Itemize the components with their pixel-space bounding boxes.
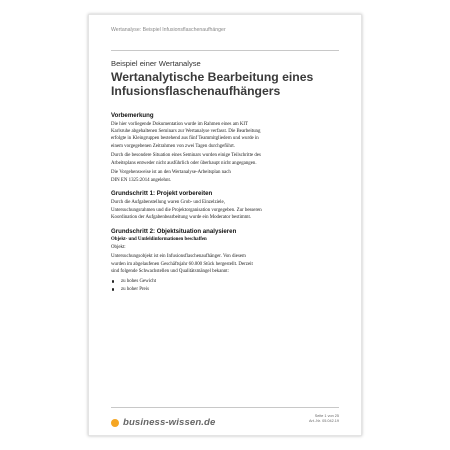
document-overline: Beispiel einer Wertanalyse [111,59,201,68]
text-line: wurden im abgelaufenen Geschäftsjahr 60.000 Stück hergestellt. Derzeit [111,261,253,267]
bullet-icon [112,288,114,290]
text-line: Karlsruhe abgehaltenen Seminars zur Wertanalyse verfasst. Die Bearbeitung [111,129,261,135]
section-grundschritt-1 [111,190,343,221]
title-line-2: Infusionsflaschenaufhängers [111,83,281,98]
section-heading: Grundschritt 2: Objektsituation analysieren [111,227,237,235]
list-item [111,278,343,286]
bullet-icon [112,280,114,282]
text-line: erfolgte in Kleingruppen bestehend aus fünf Teammitgliedern und wurde in [111,136,259,142]
list-item-text: zu hoher Preis [121,286,149,292]
brand-dot-icon [111,419,119,427]
text-line: Durch die besondere Situation eines Seminars wurden einige Teilschritte des [111,153,261,159]
text-line: sind folgende Schwachstellen und Qualitätsmängel bekannt: [111,268,230,274]
section-heading: Grundschritt 1: Projekt vorbereiten [111,190,213,198]
article-number: Art.-Nr. 05.042.19 [309,419,339,424]
paragraph [111,253,343,275]
text-line: Die hier vorliegende Dokumentation wurde im Rahmen eines am KIT [111,122,249,127]
bullet-list [111,278,343,294]
text-line: Arbeitsplans entweder nicht ausführlich oder überhaupt nicht angegangen. [111,160,257,166]
text-line: einem vorgegebenen Zeitrahmen von zwei Tagen durchgeführt. [111,143,236,149]
subsection-heading: Objekt- und Umfeldinformationen beschaffen [111,236,207,242]
section-heading: Vorbemerkung [111,112,154,119]
page-number: Seite 1 von 25 [314,414,339,418]
text-line: Untersuchungsobjekt ist ein Infusionsflaschenaufhänger. Von diesem [111,254,246,260]
brand-logo [111,417,215,428]
paragraph [111,121,343,150]
object-label: Objekt: [111,244,126,250]
text-line: Die Vorgehensweise ist an den Wertanalyse-Arbeitsplan nach [111,170,231,176]
text-line: DIN EN 1325:2014 angelehnt. [111,177,172,183]
brand-name: business-wissen.de [123,417,216,428]
page-info [309,414,339,425]
running-header: Wertanalyse: Beispiel Infusionsflaschenaufhänger [111,27,226,33]
paragraph [111,152,343,166]
section-grundschritt-2 [111,228,343,294]
text-line: Untersuchungsrahmen und die Projektorganisation vorgegeben. Zur besseren [111,207,262,213]
document-title [111,71,343,98]
document-body [111,59,343,294]
title-line-1: Wertanalytische Bearbeitung eines [111,70,314,84]
list-item [111,286,343,294]
text-line: Durch die Aufgabenstellung waren Grob- und Einzelziele, [111,200,225,206]
section-vorbemerkung [111,112,343,184]
list-item-text: zu hohes Gewicht [121,278,157,284]
footer-divider [111,407,339,408]
text-line: Koordination der Aufgabenbearbeitung wurde ein Moderator bestimmt. [111,214,252,220]
paragraph [111,169,343,183]
paragraph [111,199,343,221]
document-page [88,14,362,436]
header-divider [111,50,339,51]
